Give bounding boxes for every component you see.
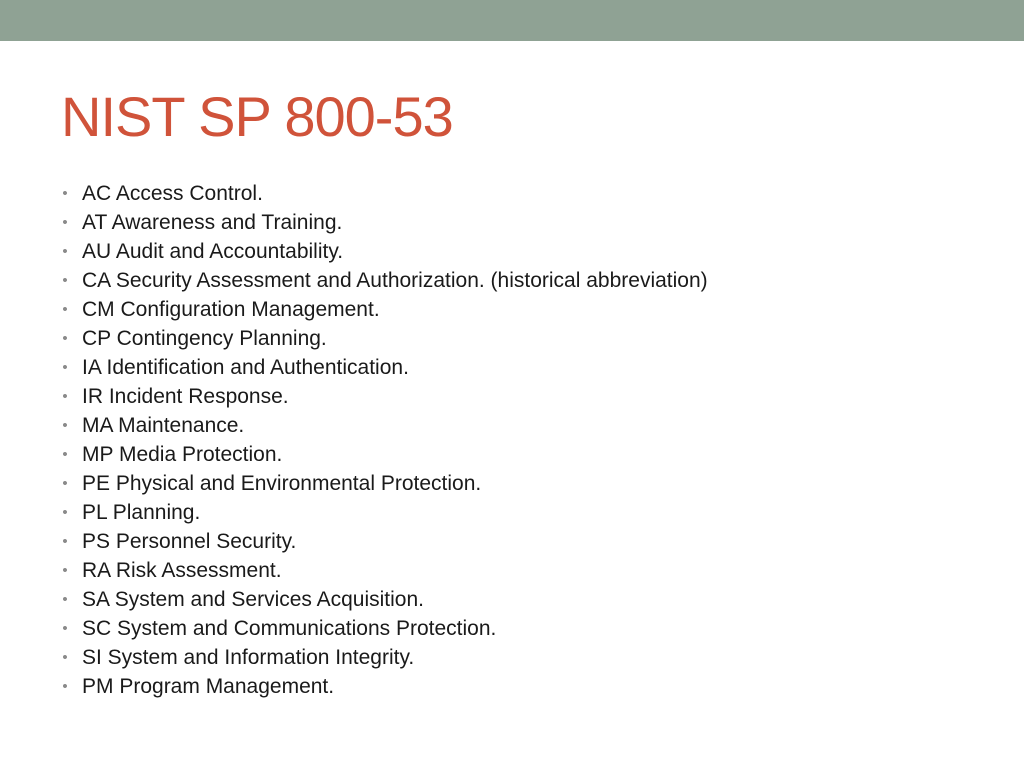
list-item: [60, 469, 1000, 498]
bullet-icon: •: [62, 185, 68, 202]
bullet-icon: •: [62, 475, 68, 492]
list-item-text: AU Audit and Accountability.: [82, 240, 344, 263]
list-item: [60, 179, 1000, 208]
bullet-icon: •: [62, 562, 68, 579]
bullet-icon: •: [62, 649, 68, 666]
bullet-icon: •: [62, 446, 68, 463]
list-item: [60, 295, 1000, 324]
bullet-icon: •: [62, 330, 68, 347]
list-item-text: MP Media Protection.: [82, 443, 283, 466]
list-item: [60, 353, 1000, 382]
list-item: [60, 411, 1000, 440]
list-item-text: CP Contingency Planning.: [82, 327, 327, 350]
bullet-icon: •: [62, 359, 68, 376]
list-item-text: CM Configuration Management.: [82, 298, 380, 321]
bullet-list: [60, 179, 1000, 701]
list-item: [60, 440, 1000, 469]
list-item: [60, 585, 1000, 614]
list-item: [60, 672, 1000, 701]
bullet-icon: •: [62, 388, 68, 405]
list-item: [60, 643, 1000, 672]
list-item-text: SA System and Services Acquisition.: [82, 588, 424, 611]
list-item-text: AT Awareness and Training.: [82, 211, 343, 234]
bullet-icon: •: [62, 678, 68, 695]
list-item-text: PE Physical and Environmental Protection.: [82, 472, 482, 495]
list-item-text: AC Access Control.: [82, 182, 263, 205]
list-item: [60, 382, 1000, 411]
bullet-icon: •: [62, 591, 68, 608]
list-item: [60, 324, 1000, 353]
bullet-icon: •: [62, 533, 68, 550]
bullet-icon: •: [62, 504, 68, 521]
list-item: [60, 237, 1000, 266]
list-item-text: IA Identification and Authentication.: [82, 356, 409, 379]
bullet-icon: •: [62, 243, 68, 260]
list-item: [60, 266, 1000, 295]
bullet-icon: •: [62, 272, 68, 289]
bullet-icon: •: [62, 417, 68, 434]
bullet-icon: •: [62, 301, 68, 318]
bullet-icon: •: [62, 214, 68, 231]
list-item-text: IR Incident Response.: [82, 385, 289, 408]
header-band: [0, 0, 1024, 41]
list-item-text: PS Personnel Security.: [82, 530, 297, 553]
list-item-text: RA Risk Assessment.: [82, 559, 282, 582]
list-item: [60, 556, 1000, 585]
list-item: [60, 498, 1000, 527]
list-item-text: PM Program Management.: [82, 675, 335, 698]
slide-title: NIST SP 800-53: [61, 85, 453, 148]
list-item-text: MA Maintenance.: [82, 414, 245, 437]
bullet-icon: •: [62, 620, 68, 637]
list-item: [60, 527, 1000, 556]
list-item-text: SC System and Communications Protection.: [82, 617, 497, 640]
list-item-text: CA Security Assessment and Authorization. (historical abbreviation): [82, 269, 708, 292]
list-item: [60, 208, 1000, 237]
list-item-text: PL Planning.: [82, 501, 201, 524]
list-item: [60, 614, 1000, 643]
list-item-text: SI System and Information Integrity.: [82, 646, 415, 669]
